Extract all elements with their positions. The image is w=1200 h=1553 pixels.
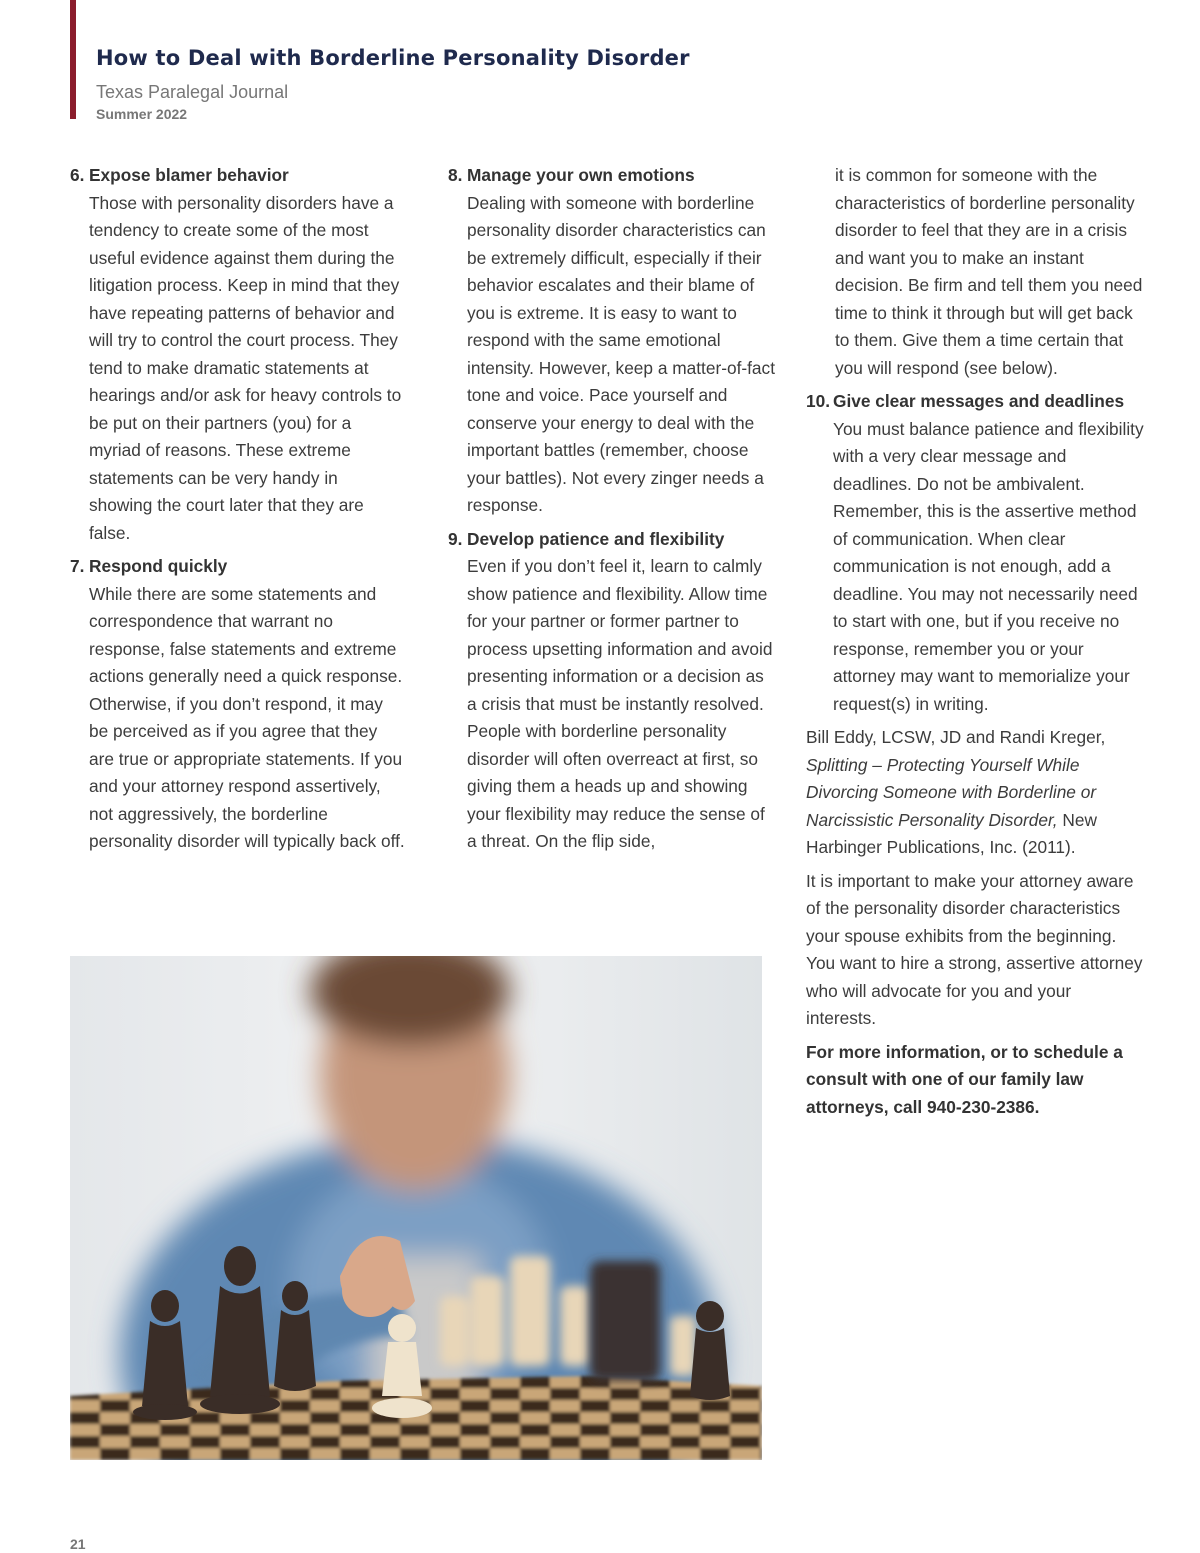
journal-name: Texas Paralegal Journal	[96, 82, 289, 102]
chess-illustration	[70, 956, 762, 1460]
item-number: 7.	[70, 556, 85, 576]
citation-book-title: Splitting – Protecting Yourself While Divorcing Someone with Borderline or Narcissistic Personality Disorder,	[806, 754, 1097, 830]
item-text: Those with personality disorders have a tendency to create some of the most useful evidence against them during the litigation process. Keep in mind that they have repeating patterns of behavior and will try to control the court process. They tend to make dramatic statements at hearings and/or ask for heavy controls to be put on their partners (you) for a myriad of reasons. These extreme statements can be very handy in showing the court later that they are false.	[89, 192, 402, 543]
column-1	[70, 162, 405, 862]
issue-date: Summer 2022	[96, 106, 188, 122]
column-2	[448, 162, 778, 862]
list-item-8	[448, 162, 778, 526]
item-number: 10.	[806, 391, 831, 411]
accent-bar	[70, 0, 76, 119]
closing-paragraph: It is important to make your attorney aware of the personality disorder characteristics your spouse exhibits from the beginning. You want to hire a strong, assertive attorney who will advocate for you and your interests.	[806, 870, 1143, 1028]
item-text: Dealing with someone with borderline personality disorder characteristics can be extremely difficult, especially if their behavior escalates and their blame of you is extreme. It is easy to want to respond with the same emotional intensity. However, keep a matter-of-fact tone and voice. Pace yourself and conserve your energy to deal with the important battles (remember, choose your battles). Not every zinger needs a response.	[467, 192, 775, 515]
item-text: While there are some statements and correspondence that warrant no response, false statements and extreme actions generally need a quick response. Otherwise, if you don’t respond, it may be perceived as if you agree that they are true or appropriate statements. If you and your attorney respond assertively, not aggressively, the borderline personality disorder will typically back off.	[89, 583, 405, 851]
citation-authors: Bill Eddy, LCSW, JD and Randi Kreger,	[806, 727, 1106, 747]
item-9-continuation: it is common for someone with the characteristics of borderline personality disorder to feel that they are in a crisis and want you to make an instant decision. Be firm and tell them you need time to think it through but will get back to them. Give them a time certain that you will respond (see below).	[835, 165, 1143, 378]
article-title: How to Deal with Borderline Personality Disorder	[96, 46, 690, 70]
item-heading: Respond quickly	[89, 556, 228, 576]
list-item-10	[806, 388, 1146, 724]
chess-photo	[70, 956, 762, 1460]
column-3	[806, 162, 1146, 1127]
list-item-9	[448, 526, 778, 862]
item-number: 6.	[70, 165, 85, 185]
page-number: 21	[70, 1536, 86, 1552]
call-to-action: For more information, or to schedule a consult with one of our family law attorneys, call 940-230-2386.	[806, 1041, 1123, 1117]
item-text: Even if you don’t feel it, learn to calmly show patience and flexibility. Allow time for your partner or former partner to process upsetting information and avoid presenting information or a decision as a crisis that must be instantly resolved. People with borderline personality disorder will often overreact at first, so giving them a heads up and showing your flexibility may reduce the sense of a threat. On the flip side,	[467, 556, 773, 851]
item-heading: Manage your own emotions	[467, 165, 695, 185]
citation-publisher: New Harbinger Publications, Inc. (2011).	[806, 809, 1097, 857]
item-heading: Expose blamer behavior	[89, 165, 289, 185]
item-heading: Give clear messages and deadlines	[833, 391, 1125, 411]
list-item-7	[70, 553, 405, 862]
item-number: 9.	[448, 528, 463, 549]
item-heading: Develop patience and flexibility	[467, 528, 725, 549]
item-number: 8.	[448, 165, 463, 185]
item-text: You must balance patience and flexibility with a very clear message and deadlines. Do not be ambivalent. Remember, this is the assertive method of communication. When clear communication is not enough, add a deadline. You may not necessarily need to start with one, but if you receive no response, remember you or your attorney may want to memorialize your request(s) in writing.	[833, 418, 1144, 714]
citation	[806, 724, 1146, 862]
list-item-6	[70, 162, 405, 553]
